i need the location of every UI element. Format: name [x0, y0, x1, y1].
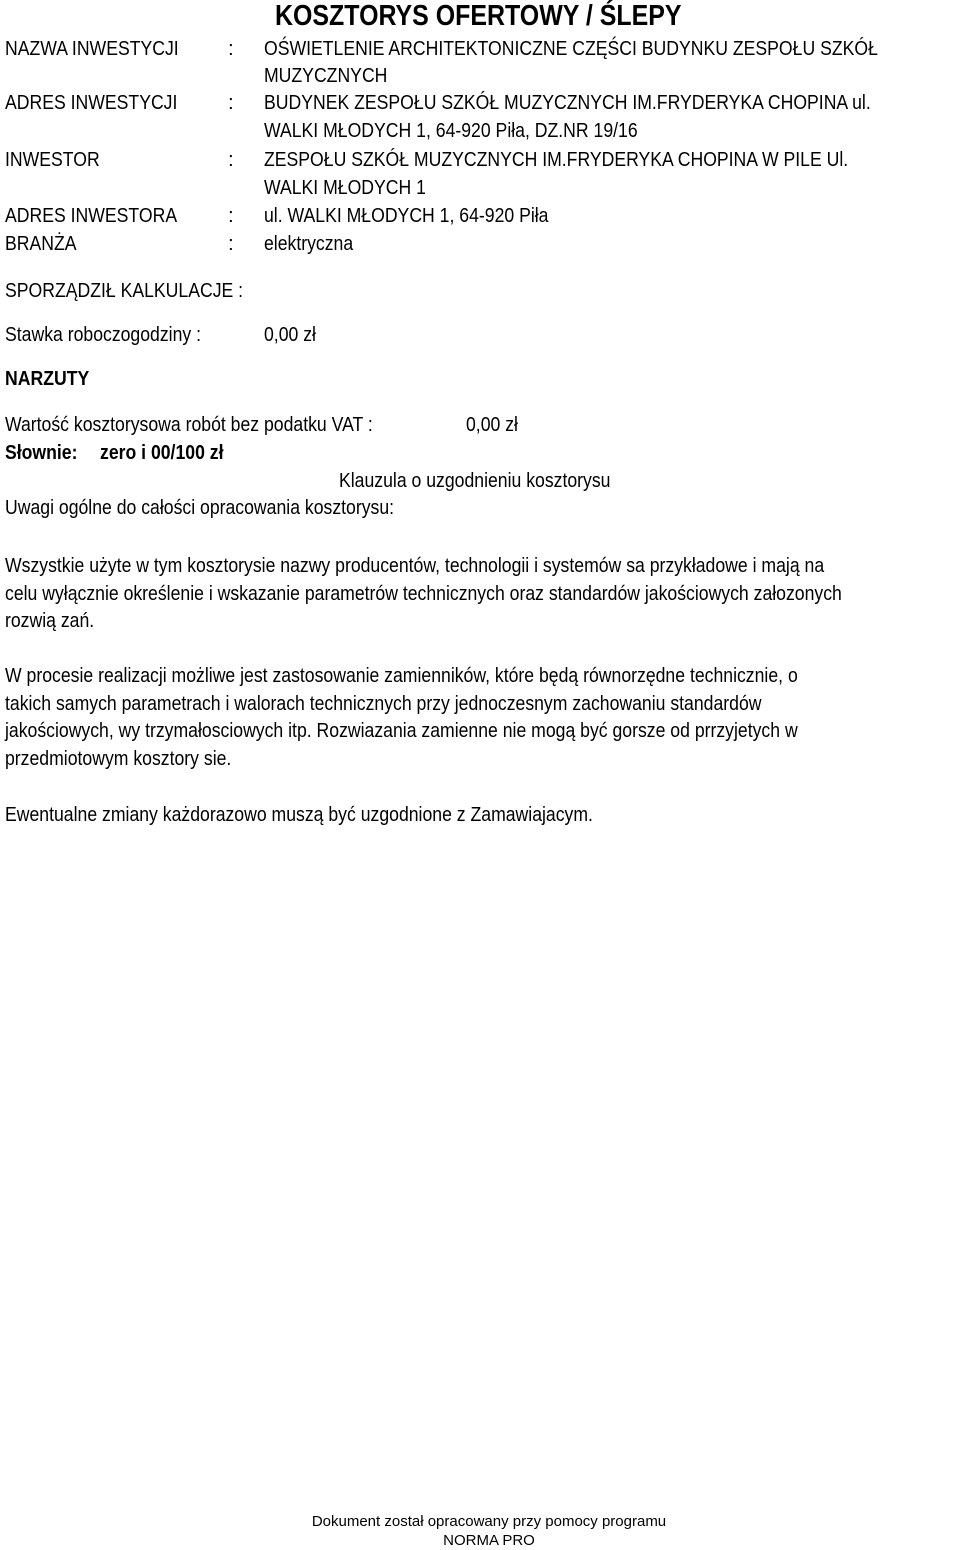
hourly-rate-label: Stawka roboczogodziny :: [5, 323, 201, 346]
investment-name-value: OŚWIETLENIE ARCHITEKTONICZNE CZĘŚCI BUDYNKU ZESPOŁU SZKÓŁ: [264, 37, 878, 60]
investor-address-colon: :: [228, 204, 234, 227]
branch-value: elektryczna: [264, 232, 354, 255]
net-value-amount: 0,00 zł: [466, 413, 518, 436]
general-remarks-heading: Uwagi ogólne do całości opracowania kosztorysu:: [5, 496, 395, 519]
prepared-by-label: SPORZĄDZIŁ KALKULACJE :: [5, 279, 244, 302]
investor-value-cont: WALKI MŁODYCH 1: [264, 176, 426, 199]
document-title: KOSZTORYS OFERTOWY / ŚLEPY: [275, 0, 682, 32]
investment-address-label: ADRES INWESTYCJI: [5, 91, 178, 114]
investment-address-value: BUDYNEK ZESPOŁU SZKÓŁ MUZYCZNYCH IM.FRYDERYKA CHOPINA ul.: [264, 91, 871, 114]
investor-address-label: ADRES INWESTORA: [5, 204, 178, 227]
investment-name-value-cont: MUZYCZNYCH: [264, 64, 388, 87]
investment-address-value-cont: WALKI MŁODYCH 1, 64-920 Piła, DZ.NR 19/16: [264, 119, 638, 142]
agreement-clause: Klauzula o uzgodnieniu kosztorysu: [339, 469, 611, 492]
investor-value: ZESPOŁU SZKÓŁ MUZYCZNYCH IM.FRYDERYKA CHOPINA W PILE Ul.: [264, 148, 849, 171]
investor-colon: :: [228, 148, 234, 171]
footer-line-2: NORMA PRO: [443, 1532, 535, 1549]
remarks-paragraph-1: Wszystkie użyte w tym kosztorysie nazwy producentów, technologii i systemów sa przykładowe i mają na celu wyłącznie określenie i wskazanie parametrów technicznych oraz standardów jakościowych załozonych rozwią zań.: [5, 554, 842, 632]
investment-name-colon: :: [228, 37, 234, 60]
surcharges-heading: NARZUTY: [5, 367, 90, 390]
remarks-paragraph-2: W procesie realizacji możliwe jest zastosowanie zamienników, które będą równorzędne technicznie, o takich samych parametrach i walorach technicznych przy jednoczesnym zachowaniu standardów jakościowych, wy trzymałosciowych itp. Rozwiazania zamienne nie mogą być gorsze od prrzyjetych w przedmiotowym kosztory sie.: [5, 664, 798, 770]
remarks-paragraph-3: Ewentualne zmiany każdorazowo muszą być uzgodnione z Zamawiajacym.: [5, 803, 593, 826]
footer-note: [0, 1512, 960, 1550]
branch-colon: :: [228, 232, 234, 255]
investment-name-label: NAZWA INWESTYCJI: [5, 37, 179, 60]
footer-line-1: Dokument został opracowany przy pomocy programu: [311, 1513, 667, 1530]
investment-address-colon: :: [228, 91, 234, 114]
in-words-label: Słownie:: [5, 441, 78, 464]
investor-label: INWESTOR: [5, 148, 100, 171]
hourly-rate-value: 0,00 zł: [264, 323, 316, 346]
investor-address-value: ul. WALKI MŁODYCH 1, 64-920 Piła: [264, 204, 549, 227]
in-words-value: zero i 00/100 zł: [100, 441, 224, 464]
branch-label: BRANŻA: [5, 232, 77, 255]
net-value-label: Wartość kosztorysowa robót bez podatku VAT :: [5, 413, 373, 436]
